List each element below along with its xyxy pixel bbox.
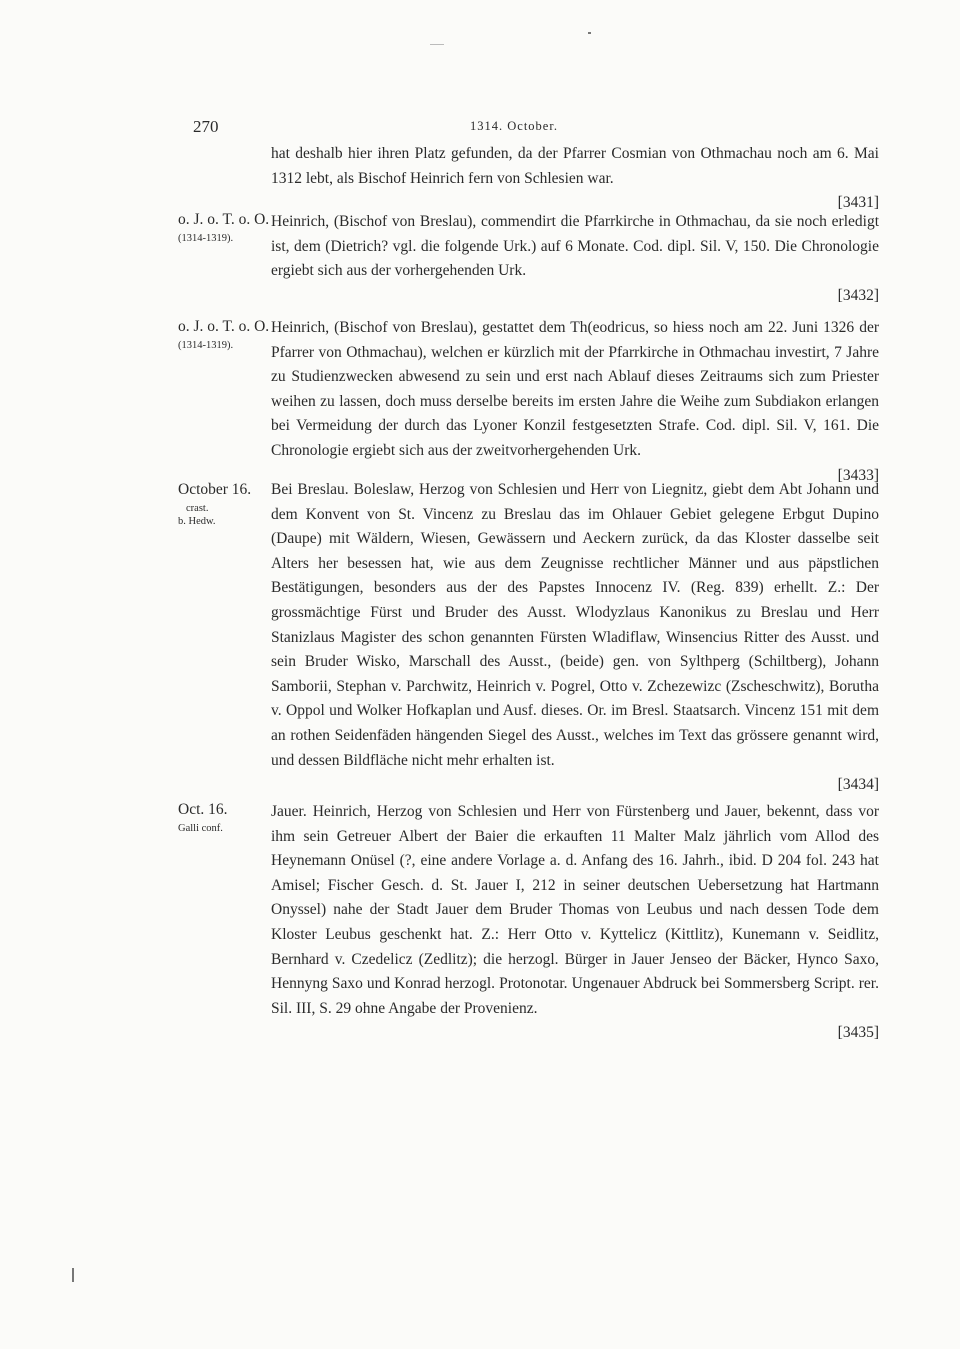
margin-date [178,798,270,835]
regest-number: [3433] [837,466,879,484]
scan-speck [430,44,444,45]
entry-body [271,478,879,798]
regest-number: [3431] [837,194,879,212]
margin-date-line: October 16. [178,481,252,498]
entry-text: hat deshalb hier ihren Platz gefunden, da der Pfarrer Cosmian von Othmachau noch am 6. Mai 1312 lebt, als Bischof Heinrich fern von Schlesien war. [271,145,879,187]
margin-date-line: o. J. o. T. o. O. [178,211,270,228]
regest-number: [3434] [837,776,879,794]
entry-body [271,800,879,1046]
regest-number: [3432] [837,286,879,304]
entry-body [271,316,879,488]
entry-body [271,210,879,308]
entry-text: Heinrich, (Bischof von Breslau), gestattet dem Th(eodricus, so hiess noch am 22. Juni 1326 der Pfarrer von Othmachau), welchen er kürzlich mit der Pfarrkirche in Othmachau investirt, 7 Jahre zu Studienzwecken abwesend zu sein und erst nach Ablauf dieses Zeitraums sich zum Priester weihen zu lassen, doch muss derselbe bereits im ersten Jahre die Weihe zum Subdiakon erlangen bei Vermeidung der durch das Lyoner Konzil festgesetzten Strafe. Cod. dipl. Sil. V, 161. Die Chronologie ergiebt sich aus der zweitvorhergehenden Urk. [271,319,879,459]
margin-feast-day: Galli conf. [178,823,223,834]
margin-feast-day: b. Hedw. [178,516,216,527]
regest-number: [3435] [837,1024,879,1042]
running-head: 1314. October. [470,119,558,133]
margin-date-line: Oct. 16. [178,801,228,818]
entry-body [271,142,879,216]
entry-text: Bei Breslau. Boleslaw, Herzog von Schlesien und Herr von Liegnitz, giebt dem Abt Johann und dem Konvent von St. Vincenz zu Breslau das im Ohlauer Gebiet gelegene Erbgut Dupino (Daupe) mit Wäldern, Wiesen, Gewässern und Aeckern zurück, da das Kloster dasselbe seit Alters her besessen hat, wie aus dem Zeugnisse rechtlicher Männer und aus päpstlichen Bestätigungen, besonders aus der des Papstes Innocenz IV. (Reg. 839) erhellt. Z.: Der grossmächtige Fürst und Bruder des Ausst. Wlodyzlaus Kanonikus zu Breslau und Herr Stanizlaus Magister des schon genannten Fürsten Wladiflaw, Winsencius Ritter des Ausst. und sein Bruder Wisko, Marschall des Ausst., (beide) gen. von Sylthperg (Schiltberg), Johann Samborii, Stephan v. Parchwitz, Heinrich v. Pogrel, Otto v. Zchezewizc (Zscheschwitz), Borutha v. Oppol und Wolker Hofkaplan und Ausf. dieses. Or. im Bresl. Staatsarch. Vincenz 151 mit dem an rothen Seidenfäden hängenden Siegel des Ausst., welches im Text das grössere genannt wird, und dessen Bildfläche nicht mehr erhalten ist. [271,481,879,769]
entry-text: Jauer. Heinrich, Herzog von Schlesien und Herr von Fürstenberg und Jauer, bekennt, dass vor ihm sein Getreuer Albert der Baier die erkauften 11 Malter Malz jährlich vom Allod des Heynemann Onüsel (?, eine andere Vorlage a. d. Anfang des 16. Jahrh., ibid. D 204 fol. 243 hat Amisel; Fischer Gesch. d. St. Jauer I, 212 in seiner deutschen Uebersetzung hat Hartmann Onyssel) nahe der Stadt Jauer dem Bruder Thomas von Leubus und nach dessen Tode dem Kloster Leubus geschenkt hat. Z.: Herr Otto v. Kyttelicz (Kittlitz), Kunemann v. Seidlitz, Bernhard v. Czedelicz (Zedlitz); die herzogl. Bürger in Jauer Jenseo der Bäcker, Hynco Saxo, Hennyng Saxo und Konrad herzogl. Protonotar. Ungenauer Abdruck bei Sommersberg Script. rer. Sil. III, S. 29 ohne Angabe der Provenienz. [271,803,879,1017]
margin-feast-day: crast. [186,503,209,514]
page-number: 270 [193,117,219,136]
margin-date-years: (1314-1319). [178,233,234,244]
margin-date-line: o. J. o. T. o. O. [178,318,270,335]
margin-date [178,315,270,352]
margin-date [178,208,270,245]
margin-date-years: (1314-1319). [178,340,234,351]
scan-speck [588,32,591,34]
scan-speck [72,1268,74,1282]
margin-date [178,478,270,528]
entry-text: Heinrich, (Bischof von Breslau), commendirt die Pfarrkirche in Othmachau, da sie noch erledigt ist, dem (Dietrich? vgl. die folgende Urk.) auf 6 Monate. Cod. dipl. Sil. V, 150. Die Chronologie ergiebt sich aus der vorhergehenden Urk. [271,213,879,280]
